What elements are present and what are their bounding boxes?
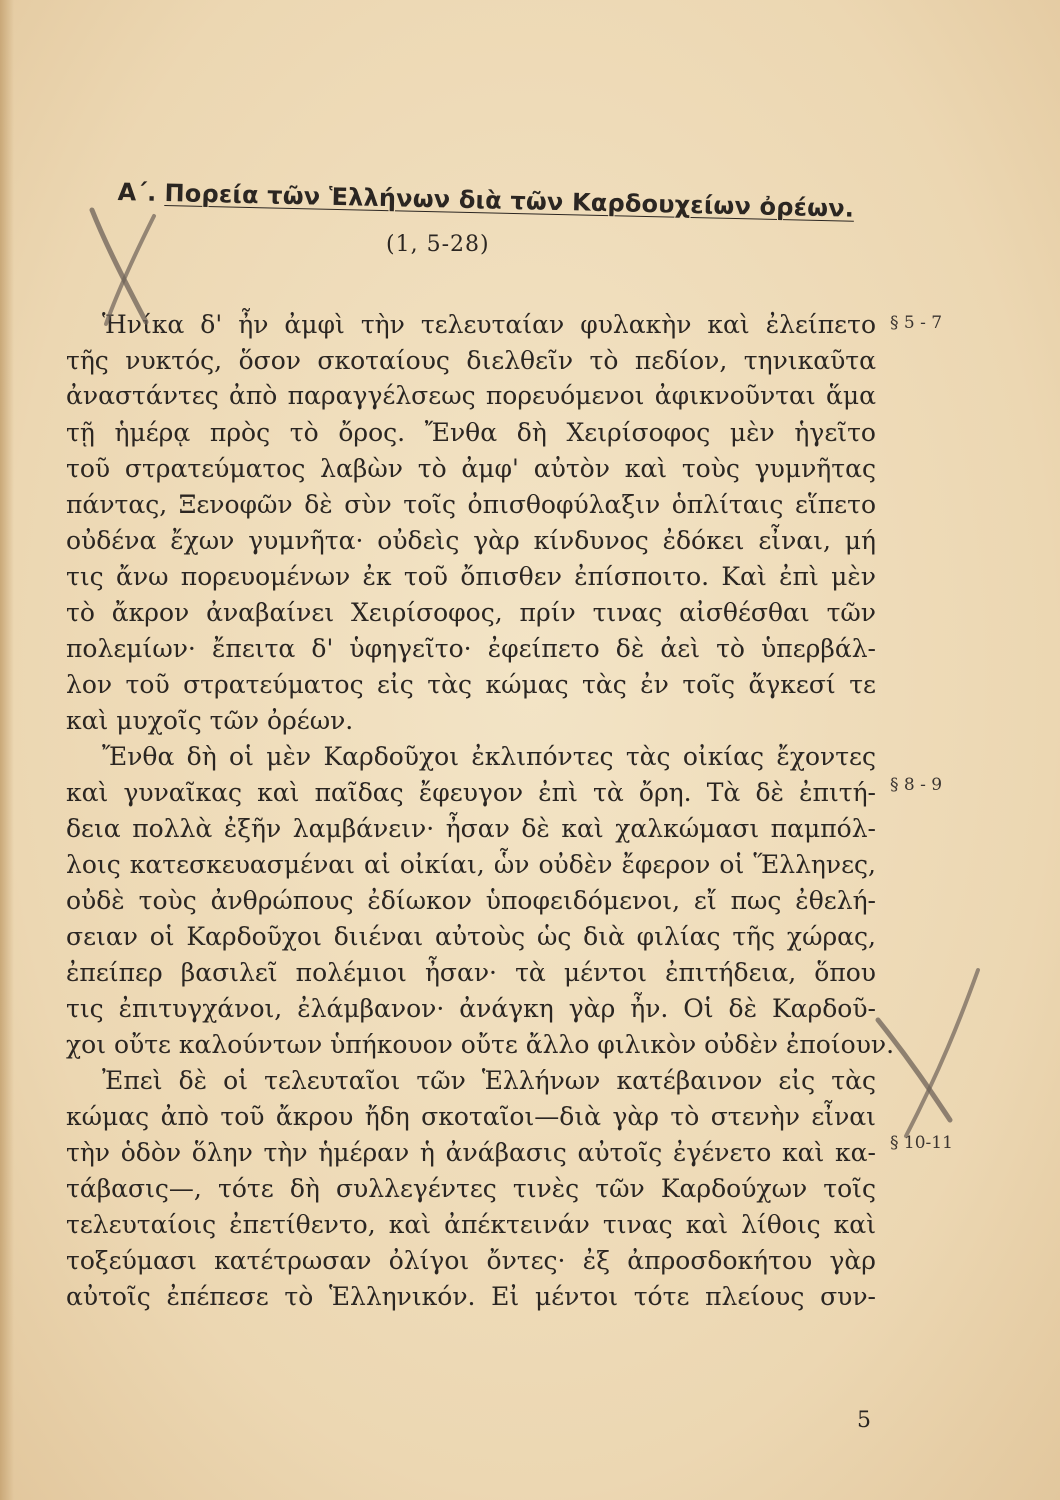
text-line: Ἡνίκα δ' ἦν ἀμφὶ τὴν τελευταίαν φυλακὴν καὶ ἐλείπετο	[102, 310, 876, 339]
section-reference: (1, 5-28)	[386, 232, 490, 257]
text-line: τάβασις—, τότε δὴ συλλεγέντες τινὲς τῶν Καρδούχων τοῖς	[66, 1174, 876, 1203]
text-line: καὶ γυναῖκας καὶ παῖδας ἔφευγον ἐπὶ τὰ ὄρη. Τὰ δὲ ἐπιτή-	[66, 778, 876, 807]
text-line: τῆς νυκτός, ὅσον σκοταίους διελθεῖν τὸ πεδίον, τηνικαῦτα	[66, 346, 876, 375]
text-line: οὐδένα ἔχων γυμνῆτα· οὐδεὶς γὰρ κίνδυνος ἐδόκει εἶναι, μή	[66, 526, 876, 555]
section-letter: A΄.	[117, 178, 157, 207]
text-line: καὶ μυχοῖς τῶν ὀρέων.	[66, 706, 354, 735]
margin-note: § 10-11	[890, 1133, 953, 1153]
text-line: Ἐπεὶ δὲ οἱ τελευταῖοι τῶν Ἑλλήνων κατέβαινον εἰς τὰς	[102, 1066, 876, 1095]
text-line: χοι οὔτε καλούντων ὑπήκουον οὔτε ἄλλο φιλικὸν οὐδὲν ἐποίουν.	[66, 1030, 895, 1059]
text-line: Ἔνθα δὴ οἱ μὲν Καρδοῦχοι ἐκλιπόντες τὰς οἰκίας ἔχοντες	[102, 742, 876, 771]
text-line: ἐπείπερ βασιλεῖ πολέμιοι ἦσαν· τὰ μέντοι ἐπιτήδεια, ὅπου	[66, 958, 876, 987]
page-number: 5	[857, 1408, 871, 1433]
margin-note: § 5 - 7	[890, 313, 943, 333]
text-line: ἀναστάντες ἀπὸ παραγγέλσεως πορευόμενοι ἀφικνοῦνται ἅμα	[66, 381, 876, 410]
text-line: τοξεύμασι κατέτρωσαν ὀλίγοι ὄντες· ἐξ ἀπροσδοκήτου γὰρ	[66, 1246, 876, 1275]
text-line: λοις κατεσκευασμέναι αἱ οἰκίαι, ὧν οὐδὲν ἔφερον οἱ Ἕλληνες,	[66, 850, 876, 879]
text-line: πολεμίων· ἔπειτα δ' ὑφηγεῖτο· ἐφείπετο δὲ ἀεὶ τὸ ὑπερβάλ-	[66, 634, 876, 663]
text-line: τὸ ἄκρον ἀναβαίνει Χειρίσοφος, πρίν τινας αἰσθέσθαι τῶν	[66, 598, 876, 627]
text-line: τοῦ στρατεύματος λαβὼν τὸ ἀμφ' αὐτὸν καὶ τοὺς γυμνῆτας	[66, 454, 876, 483]
margin-note: § 8 - 9	[890, 775, 943, 795]
text-line: κώμας ἀπὸ τοῦ ἄκρου ἤδη σκοταῖοι—διὰ γὰρ τὸ στενὴν εἶναι	[66, 1102, 876, 1131]
text-line: τις ἄνω πορευομένων ἐκ τοῦ ὄπισθεν ἐπίσποιτο. Καὶ ἐπὶ μὲν	[66, 562, 876, 591]
text-line: σειαν οἱ Καρδοῦχοι διιέναι αὐτοὺς ὡς διὰ φιλίας τῆς χώρας,	[66, 922, 876, 951]
text-line: πάντας, Ξενοφῶν δὲ σὺν τοῖς ὀπισθοφύλαξιν ὁπλίταις εἵπετο	[66, 490, 876, 519]
text-line: τις ἐπιτυγχάνοι, ἐλάμβανον· ἀνάγκη γὰρ ἦν. Οἱ δὲ Καρδοῦ-	[66, 994, 876, 1023]
text-line: τελευταίοις ἐπετίθεντο, καὶ ἀπέκτεινάν τινας καὶ λίθοις καὶ	[66, 1210, 876, 1239]
text-line: τῇ ἡμέρᾳ πρὸς τὸ ὄρος. Ἔνθα δὴ Χειρίσοφος μὲν ἡγεῖτο	[66, 418, 876, 447]
text-line: λον τοῦ στρατεύματος εἰς τὰς κώμας τὰς ἐν τοῖς ἄγκεσί τε	[66, 670, 876, 699]
section-title: Πορεία τῶν Ἑλλήνων διὰ τῶν Καρδουχείων ὀρέων.	[164, 179, 855, 223]
text-line: τὴν ὁδὸν ὅλην τὴν ἡμέραν ἡ ἀνάβασις αὐτοῖς ἐγένετο καὶ κα-	[66, 1138, 876, 1167]
text-line: δεια πολλὰ ἐξῆν λαμβάνειν· ἦσαν δὲ καὶ χαλκώμασι παμπόλ-	[66, 814, 876, 843]
text-line: αὐτοῖς ἐπέπεσε τὸ Ἑλληνικόν. Εἰ μέντοι τότε πλείους συν-	[66, 1282, 876, 1311]
text-line: οὐδὲ τοὺς ἀνθρώπους ἐδίωκον ὑποφειδόμενοι, εἴ πως ἐθελή-	[66, 886, 876, 915]
